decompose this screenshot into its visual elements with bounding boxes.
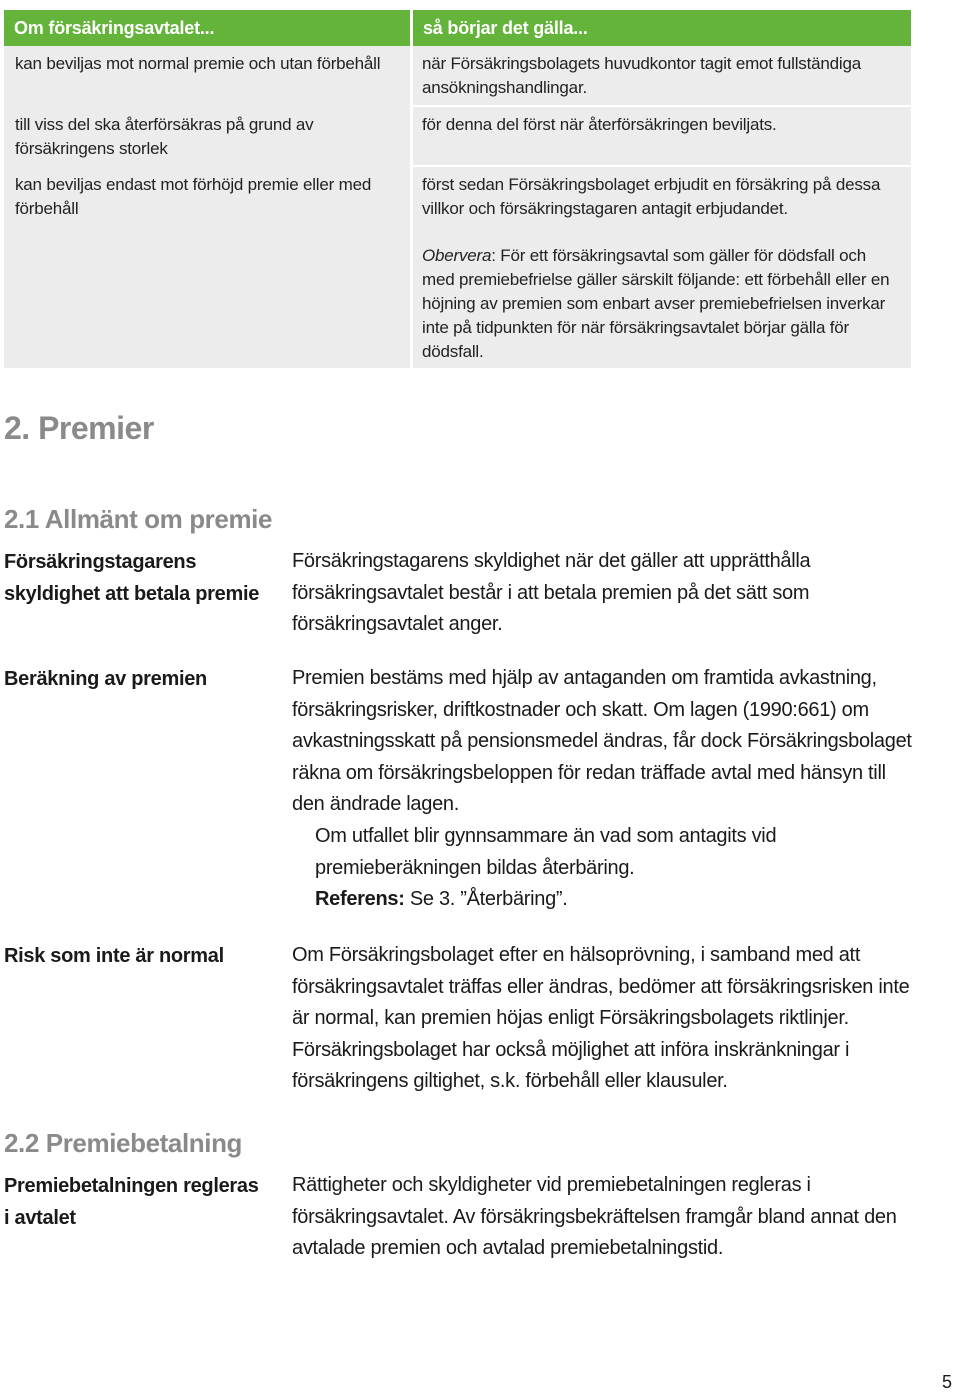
- note-text: : För ett försäkringsavtal som gäller för dödsfall och med premiebefrielse gäller särskilt följande: ett förbehåll eller en höjning av premien som enbart avser premiebefrielsen inverkar inte på tidpunkten för när försäkringsavtalet börjar gälla för dödsfall.: [422, 246, 890, 361]
- side-label-calculation: Beräkning av premien: [4, 668, 207, 690]
- paragraph-text: Försäkringstagarens skyldighet när det gäller att upprätthålla försäkringsavtalet består i att betala premien på det sätt som försäkringsavtalet anger.: [292, 550, 811, 636]
- table-cell-left-1: kan beviljas mot normal premie och utan förbehåll: [15, 54, 381, 73]
- section-title: 2. Premier: [4, 410, 154, 446]
- table-row-divider: [413, 105, 911, 107]
- paragraph-risk: [292, 940, 922, 1098]
- table-column-divider: [410, 10, 413, 368]
- table-row-divider: [413, 165, 911, 167]
- reference-text: Se 3. ”Återbäring”.: [404, 888, 568, 911]
- reference-label: Referens:: [315, 888, 405, 911]
- paragraph-text: Premien bestäms med hjälp av antaganden om framtida avkastning, försäkringsrisker, driftkostnader och skatt. Om lagen (1990:661) om avkastningsskatt på pensionsmedel ändras, får dock Försäkringsbolaget räkna om försäkringsbeloppen för redan träffade avtal med hänsyn till den ändrade lagen.: [292, 667, 912, 816]
- paragraph-obligation: [292, 546, 922, 641]
- reference-line: [292, 884, 922, 916]
- paragraph-text: Om utfallet blir gynnsammare än vad som antagits vid premieberäkningen bildas återbäring.: [315, 824, 777, 879]
- side-label-obligation: Försäkringstagarens skyldighet att betala premie: [4, 551, 260, 605]
- table-cell-right-1: när Försäkringsbolagets huvudkontor tagit emot fullständiga ansökningshandlingar.: [422, 54, 861, 97]
- subsection-title-2-1: 2.1 Allmänt om premie: [4, 504, 273, 534]
- table-cell-left-2: till viss del ska återförsäkras på grund av försäkringens storlek: [15, 115, 314, 158]
- side-label-risk: Risk som inte är normal: [4, 945, 224, 967]
- conditions-table: [4, 10, 911, 368]
- table-header-left: Om försäkringsavtalet...: [4, 10, 410, 46]
- paragraph-text: Rättigheter och skyldigheter vid premiebetalningen regleras i försäkringsavtalet. Av försäkringsbekräftelsen framgår bland annat den avtalade premien och avtalad premiebetalningstid.: [292, 1174, 897, 1260]
- side-label-payment: Premiebetalningen regleras i avtalet: [4, 1175, 259, 1229]
- paragraph-text: Om Försäkringsbolaget efter en hälsoprövning, i samband med att försäkringsavtalet träffas eller ändras, bedömer att försäkringsrisken inte är normal, kan premien höjas enligt Försäkringsbolagets riktlinjer. Försäkringsbolaget har också möjlighet att införa inskränkningar i försäkringens giltighet, s.k. förbehåll eller klausuler.: [292, 944, 910, 1093]
- subsection-title-2-2: 2.2 Premiebetalning: [4, 1128, 243, 1158]
- page-number: 5: [942, 1372, 953, 1392]
- table-cell-left-3: kan beviljas endast mot förhöjd premie eller med förbehåll: [15, 175, 372, 218]
- table-cell-right-2: för denna del först när återförsäkringen beviljats.: [422, 115, 777, 134]
- table-cell-right-3: först sedan Försäkringsbolaget erbjudit en försäkring på dessa villkor och försäkringstagaren antagit erbjudandet.: [422, 175, 881, 218]
- table-note: [422, 244, 900, 364]
- note-label: Obervera: [422, 246, 492, 265]
- table-header-right: så börjar det gälla...: [413, 10, 911, 46]
- paragraph-calculation: [292, 663, 922, 916]
- paragraph-payment: [292, 1170, 922, 1265]
